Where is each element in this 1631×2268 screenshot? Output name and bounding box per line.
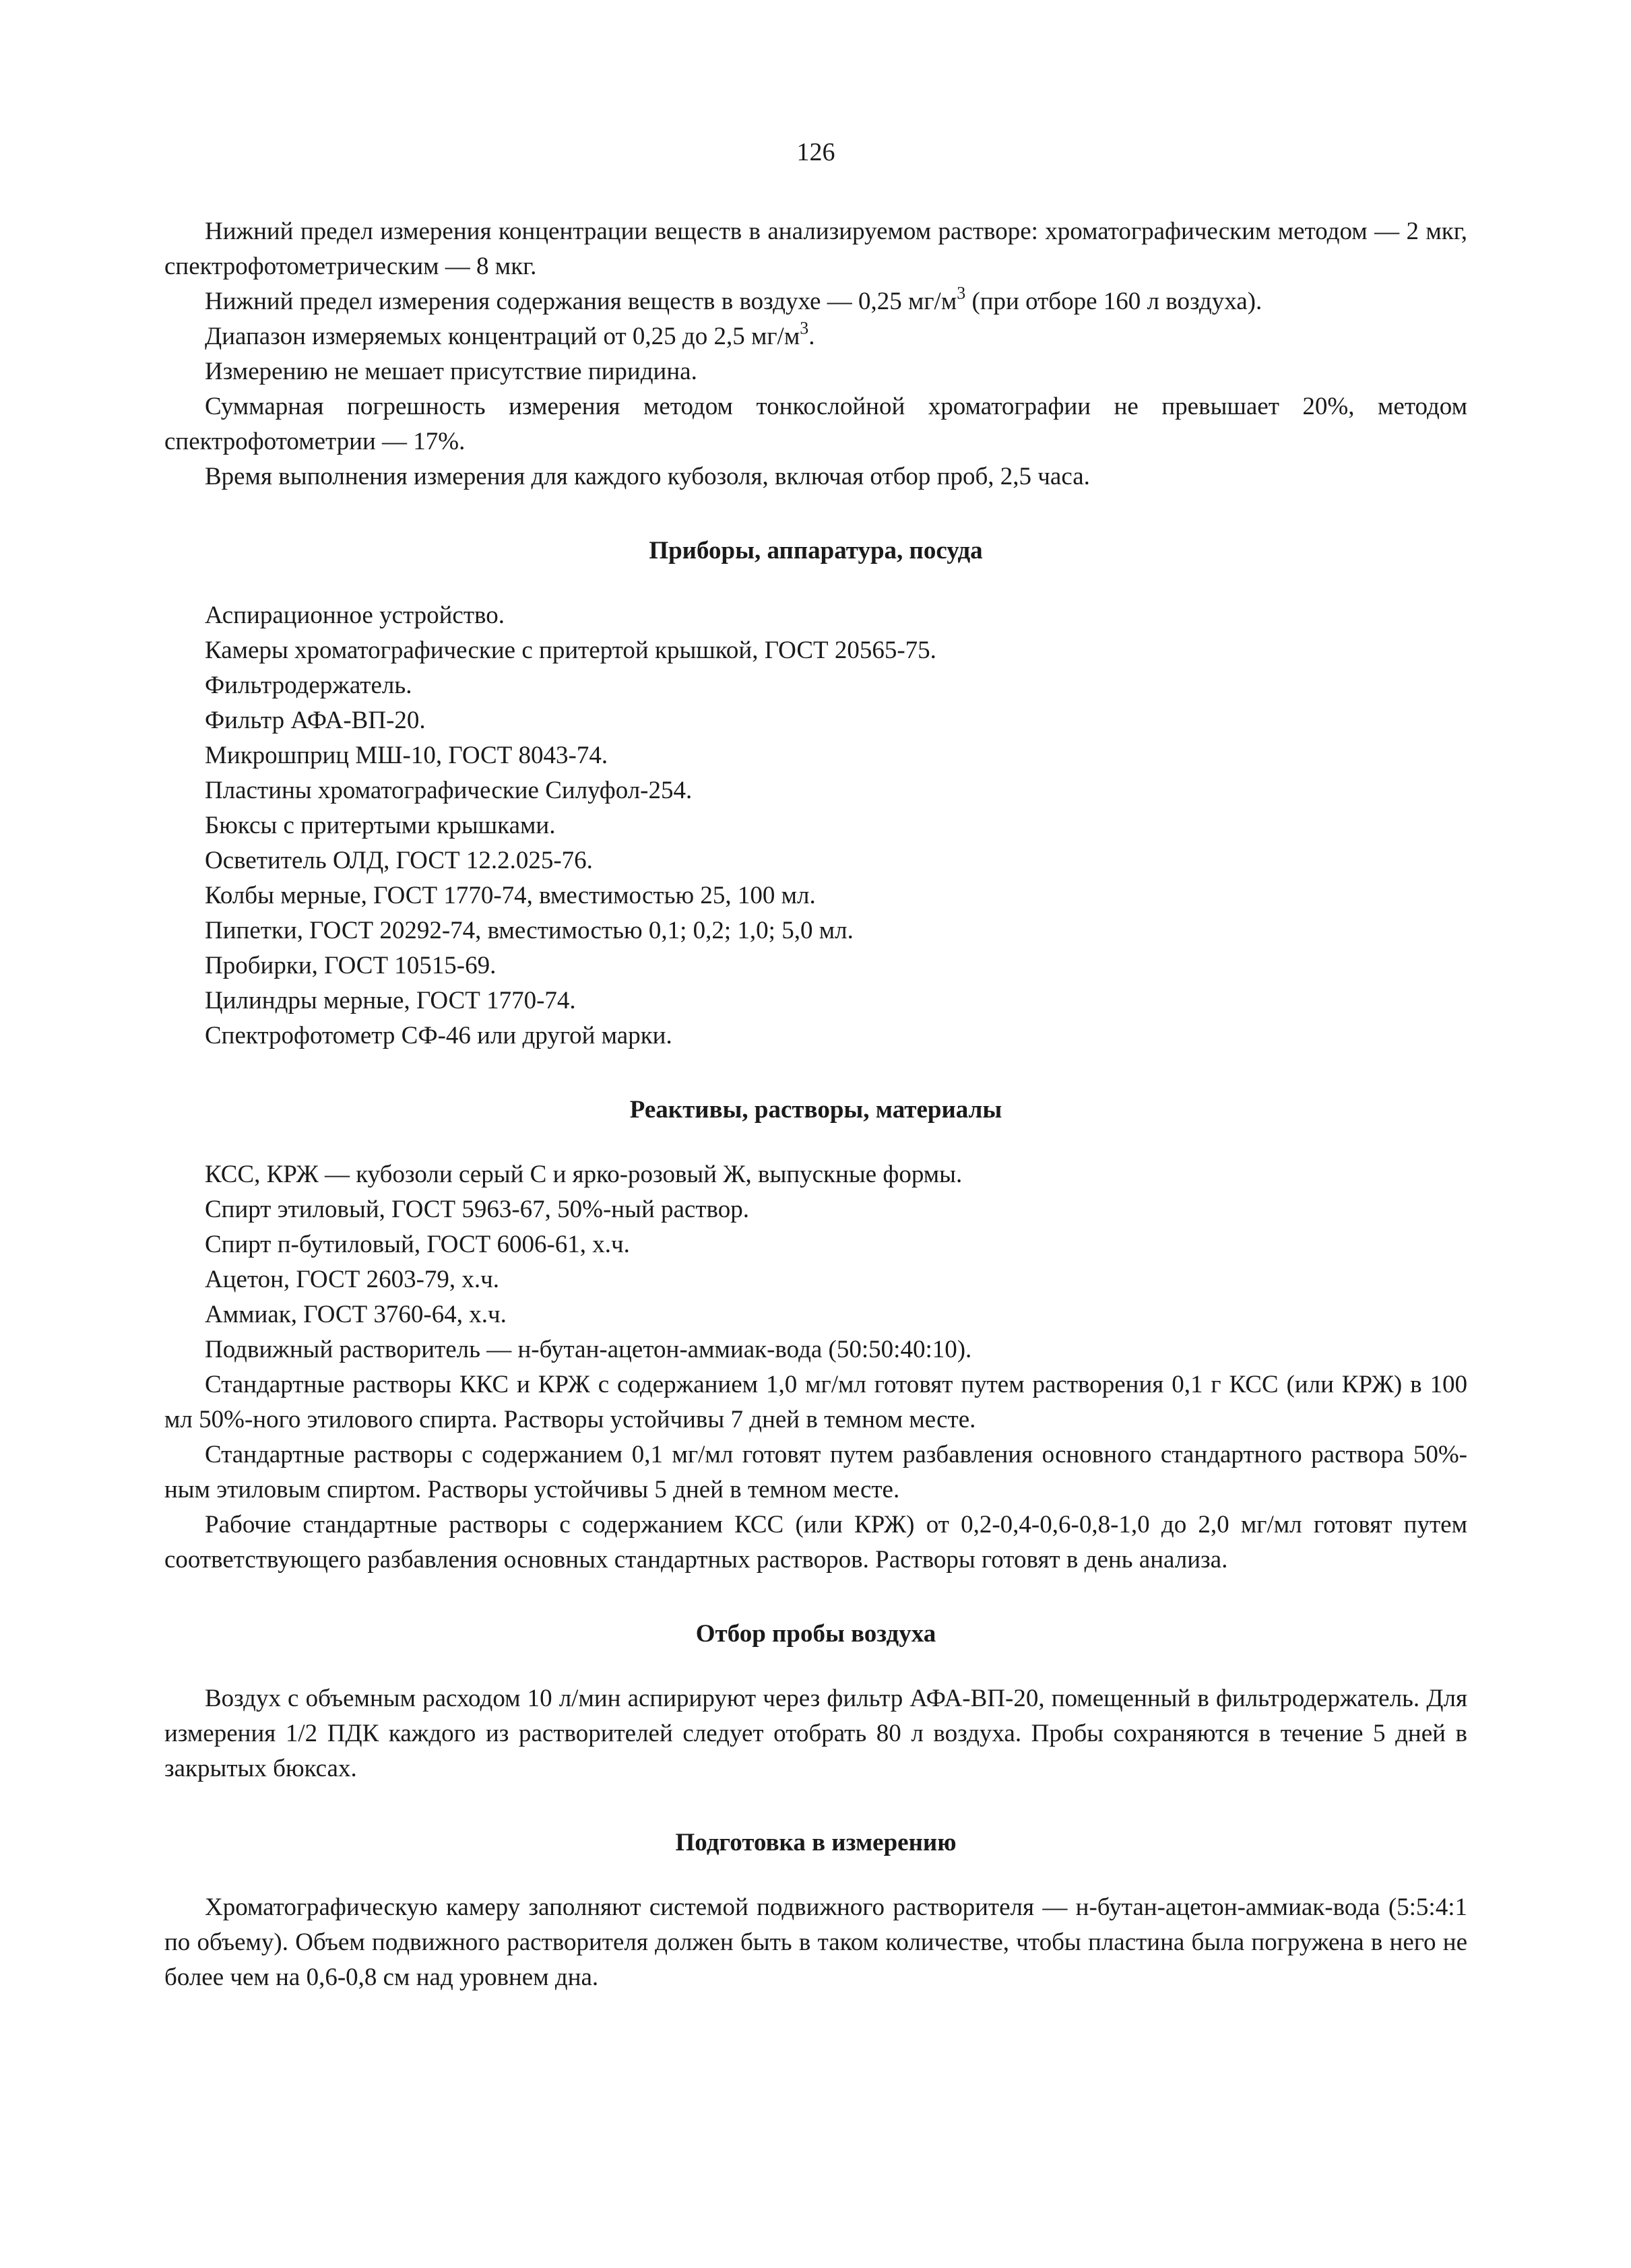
reagent-item: Аммиак, ГОСТ 3760-64, х.ч.: [205, 1301, 507, 1328]
reagent-item: КСС, КРЖ — кубозоли серый С и ярко-розовый Ж, выпускные формы.: [205, 1161, 963, 1188]
equipment-item: Пластины хроматографические Силуфол-254.: [205, 777, 693, 804]
intro-paragraph-lower-limit-solution: Нижний предел измерения концентрации веществ в анализируемом растворе: хроматографическим методом — 2 мкг, спектрофотометрическим — 8 мкг.: [164, 218, 1467, 280]
equipment-item: Спектрофотометр СФ-46 или другой марки.: [205, 1022, 672, 1049]
preparation-paragraph: Хроматографическую камеру заполняют системой подвижного растворителя — н-бутан-ацетон-аммиак-вода (5:5:4:1 по объему). Объем подвижного растворителя должен быть в таком количестве, чтобы пластина была погружена в него не более чем на 0,6-0,8 см над уровнем дна.: [164, 1893, 1467, 1991]
equipment-item: Аспирационное устройство.: [205, 602, 505, 629]
section-heading-equipment: Приборы, аппаратура, посуда: [649, 537, 983, 564]
equipment-item: Пробирки, ГОСТ 10515-69.: [205, 952, 497, 979]
intro-paragraph-lower-limit-air: Нижний предел измерения содержания веществ в воздухе — 0,25 $мг/м^3$ (при отборе 160 л воздуха).: [205, 283, 1262, 315]
reagent-item: Спирт этиловый, ГОСТ 5963-67, 50%-ный раствор.: [205, 1196, 749, 1223]
equipment-item: Микрошприц МШ-10, ГОСТ 8043-74.: [205, 742, 608, 769]
preparation-section: [164, 1825, 1467, 1995]
sampling-paragraph: Воздух с объемным расходом 10 л/мин аспирируют через фильтр АФА-ВП-20, помещенный в фильтродержатель. Для измерения 1/2 ПДК каждого из растворителей следует отобрать 80 л воздуха. Пробы сохраняются в течение 5 дней в закрытых бюксах.: [164, 1685, 1467, 1782]
reagents-paragraph-standard-solutions: Стандартные растворы ККС и КРЖ с содержанием 1,0 мг/мл готовят путем растворения 0,1 г КСС (или КРЖ) в 100 мл 50%-ного этилового спирта. Растворы устойчивы 7 дней в темном месте.: [164, 1371, 1467, 1433]
reagents-section: [164, 1093, 1467, 1578]
reagent-item: Подвижный растворитель — н-бутан-ацетон-аммиак-вода (50:50:40:10).: [205, 1336, 972, 1363]
reagent-item: Спирт п-бутиловый, ГОСТ 6006-61, х.ч.: [205, 1231, 630, 1258]
reagents-paragraph-dilution: Стандартные растворы с содержанием 0,1 мг/мл готовят путем разбавления основного стандартного раствора 50%-ным этиловым спиртом. Растворы устойчивы 5 дней в темном месте.: [164, 1441, 1467, 1503]
reagents-paragraph-working-solutions: Рабочие стандартные растворы с содержанием КСС (или КРЖ) от 0,2-0,4-0,6-0,8-1,0 до 2,0 мг/мл готовят путем соответствующего разбавления основных стандартных растворов. Растворы готовят в день анализа.: [164, 1511, 1467, 1574]
intro-section: [164, 214, 1467, 494]
section-heading-reagents: Реактивы, растворы, материалы: [629, 1096, 1002, 1124]
sampling-section: [164, 1617, 1467, 1786]
equipment-item: Колбы мерные, ГОСТ 1770-74, вместимостью 25, 100 мл.: [205, 882, 816, 909]
equipment-section: [164, 533, 1467, 1054]
intro-paragraph-pyridine: Измерению не мешает присутствие пиридина.: [205, 358, 697, 385]
equipment-item: Камеры хроматографические с притертой крышкой, ГОСТ 20565-75.: [205, 637, 936, 664]
equipment-item: Цилиндры мерные, ГОСТ 1770-74.: [205, 987, 576, 1014]
equipment-item: Бюксы с притертыми крышками.: [205, 812, 556, 839]
page-number: 126: [796, 138, 835, 166]
section-heading-sampling: Отбор пробы воздуха: [695, 1620, 936, 1648]
intro-paragraph-range: Диапазон измеряемых концентраций от 0,25 до 2,5 $мг/м^3$.: [205, 318, 815, 350]
intro-paragraph-time: Время выполнения измерения для каждого кубозоля, включая отбор проб, 2,5 часа.: [205, 463, 1090, 490]
equipment-item: Пипетки, ГОСТ 20292-74, вместимостью 0,1; 0,2; 1,0; 5,0 мл.: [205, 917, 854, 944]
document-page: [164, 135, 1467, 1995]
equipment-item: Осветитель ОЛД, ГОСТ 12.2.025-76.: [205, 847, 593, 874]
section-heading-preparation: Подготовка в измерению: [675, 1829, 957, 1856]
intro-paragraph-error: Суммарная погрешность измерения методом тонкослойной хроматографии не превышает 20%, методом спектрофотометрии — 17%.: [164, 393, 1467, 455]
reagent-item: Ацетон, ГОСТ 2603-79, х.ч.: [205, 1266, 500, 1293]
equipment-item: Фильтр АФА-ВП-20.: [205, 707, 426, 734]
equipment-item: Фильтродержатель.: [205, 672, 412, 699]
